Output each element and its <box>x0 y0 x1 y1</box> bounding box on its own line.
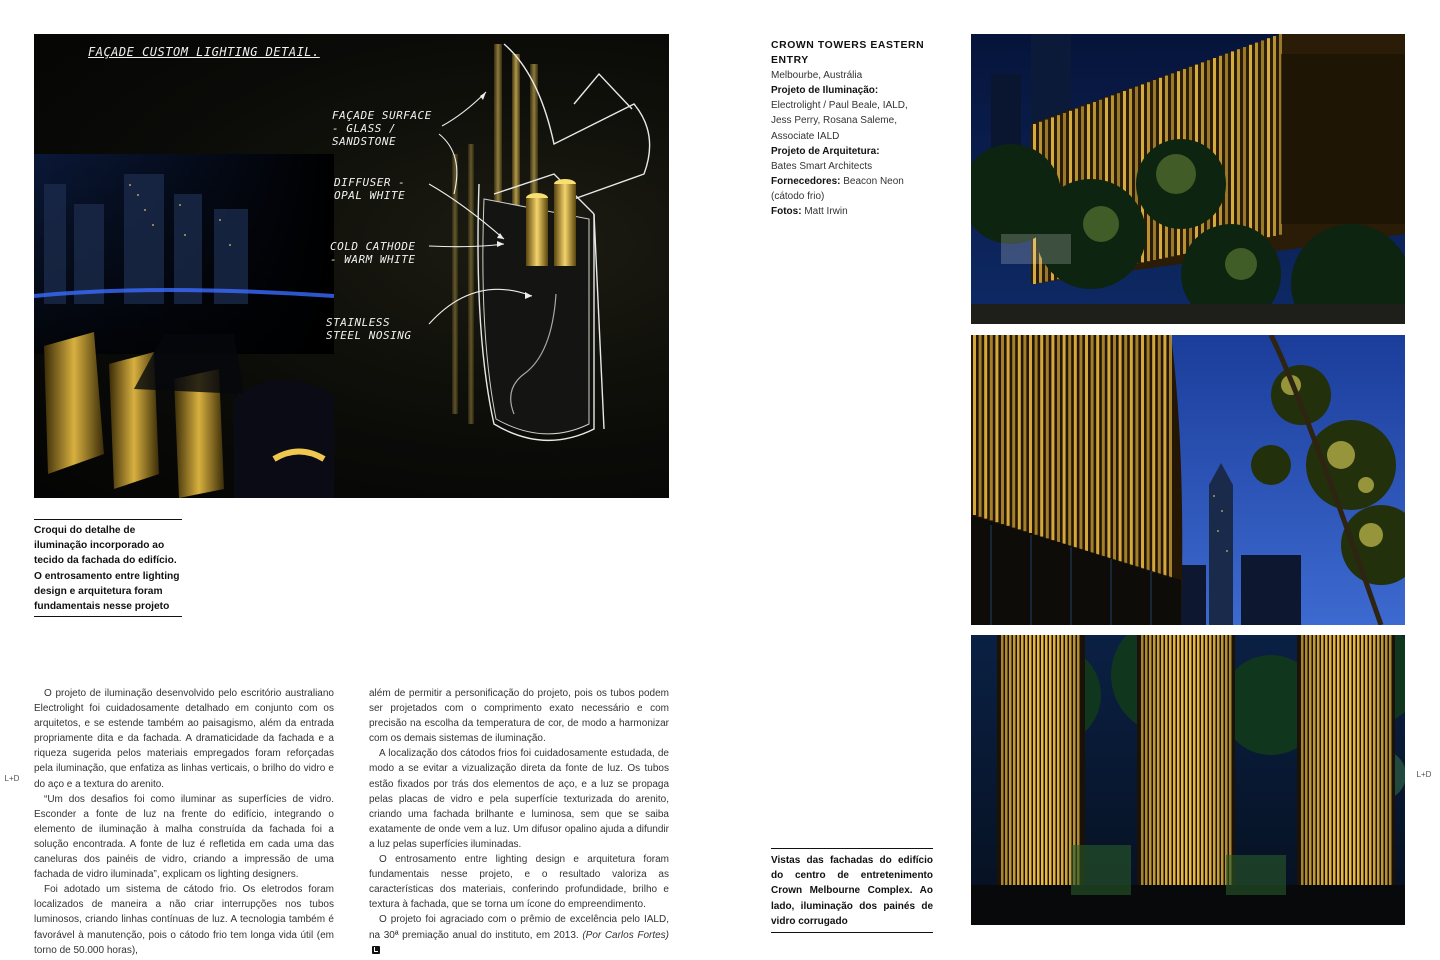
architecture-label: Projeto de Arquitetura: <box>771 145 880 157</box>
project-location: Melbourbe, Austrália <box>771 70 863 82</box>
architecture-value: Bates Smart Architects <box>771 160 873 172</box>
author-credit: (Por Carlos Fortes) <box>582 929 669 941</box>
glass-panel-photo <box>971 635 1405 925</box>
article-paragraph: O entrosamento entre lighting design e arquitetura foram fundamentais nesse projeto, e o resultado valoriza as características dos materiais, conferindo profundidade, brilho e textura à fachada, que se torna um ícone do empreendimento. <box>369 854 669 911</box>
folio-left: L+D <box>4 774 20 783</box>
hero-sketch-image <box>34 34 669 498</box>
facade-photo-1 <box>971 34 1405 324</box>
project-title: CROWN TOWERS EASTERN ENTRY <box>771 40 925 67</box>
suppliers-label: Fornecedores: <box>771 175 841 187</box>
sketch-label-cathode: COLD CATHODE - WARM WHITE <box>330 240 416 266</box>
end-mark-icon <box>372 946 380 954</box>
project-credits <box>771 38 931 219</box>
photos-value: Matt Irwin <box>804 206 848 218</box>
article-paragraph: Foi adotado um sistema de cátodo frio. Os eletrodos foram localizados de maneira a não criar interrupções nos tubos luminosos, criando linhas contínuas de luz. A tecnologia também é favorável à manutenção, pois o cátodo frio tem longa vida útil (em torno de 50.000 horas), <box>34 884 334 956</box>
hero-caption: Croqui do detalhe de iluminação incorporado ao tecido da fachada do edifício. O entrosamento entre lighting design e arquitetura foram fundamentais nesse projeto <box>34 519 182 617</box>
article-column-2 <box>369 686 669 958</box>
sketch-label-nosing: STAINLESS STEEL NOSING <box>326 316 412 342</box>
article-paragraph-last <box>369 912 669 957</box>
article-paragraph: O projeto de iluminação desenvolvido pelo escritório australiano Electrolight foi cuidadosamente detalhado em conjunto com os arquitetos, e se estende também ao paisagismo, além da entrada propriamente dita e da fachada. A dramaticidade da fachada e a riqueza sugerida pelos materiais empregados foram reforçadas pela iluminação, que enfatiza as linhas verticais, o brilho do vidro e do aço e a textura do arenito. <box>34 688 334 790</box>
lighting-value: Electrolight / Paul Beale, IALD, Jess Perry, Rosana Saleme, Associate IALD <box>771 100 908 142</box>
photos-label: Fotos: <box>771 206 802 218</box>
article-paragraph: A localização dos cátodos frios foi cuidadosamente estudada, de modo a se evitar a vizualização direta da fonte de luz. Os tubos estão fixados por trás dos elementos de aço, e a luz se propaga pelas placas de vidro e pela superfície texturizada do arenito, criando uma fachada brilhante e luminosa, sem que se saiba exatamente de onde vem a luz. Um difusor opalino ajuda a difundir a luz pelas superfícies iluminadas. <box>369 748 669 850</box>
photos-caption: Vistas das fachadas do edifício do centro de entretenimento Crown Melbourne Complex. Ao lado, iluminação dos painés de vidro corrugado <box>771 848 933 933</box>
suppliers-value: Beacon Neon (cátodo frio) <box>771 175 904 202</box>
sketch-label-facade: FAÇADE SURFACE - GLASS / SANDSTONE <box>332 109 432 148</box>
lighting-label: Projeto de Iluminação: <box>771 85 879 97</box>
sketch-illustration <box>34 34 669 498</box>
article-paragraph: “Um dos desafios foi como iluminar as superfícies de vidro. Esconder a fonte de luz na frente do edifício, integrando o elemento de iluminação à malha construída da fachada foi a solução encontrada. A fonte de luz é refletida em cada uma das caneluras dos painéis de vidro, criando a impressão de uma fachada de vidro iluminada”, explicam os lighting designers. <box>34 793 334 881</box>
article-paragraph-text: O projeto foi agraciado com o prêmio de excelência pelo IALD, na 30ª premiação anual do instituto, em 2013. <box>369 914 669 941</box>
sketch-label-diffuser: DIFFUSER - OPAL WHITE <box>334 176 406 202</box>
sketch-title: FAÇADE CUSTOM LIGHTING DETAIL. <box>88 45 320 59</box>
facade-photo-2 <box>971 335 1405 625</box>
article-paragraph: além de permitir a personificação do projeto, pois os tubos podem ser projetados com o comprimento exato necessário e com precisão na escolha da temperatura de cor, de modo a harmonizar com os demais sistemas de iluminação. <box>369 688 669 745</box>
folio-right: L+D <box>1416 770 1432 779</box>
article-column-1 <box>34 686 334 958</box>
